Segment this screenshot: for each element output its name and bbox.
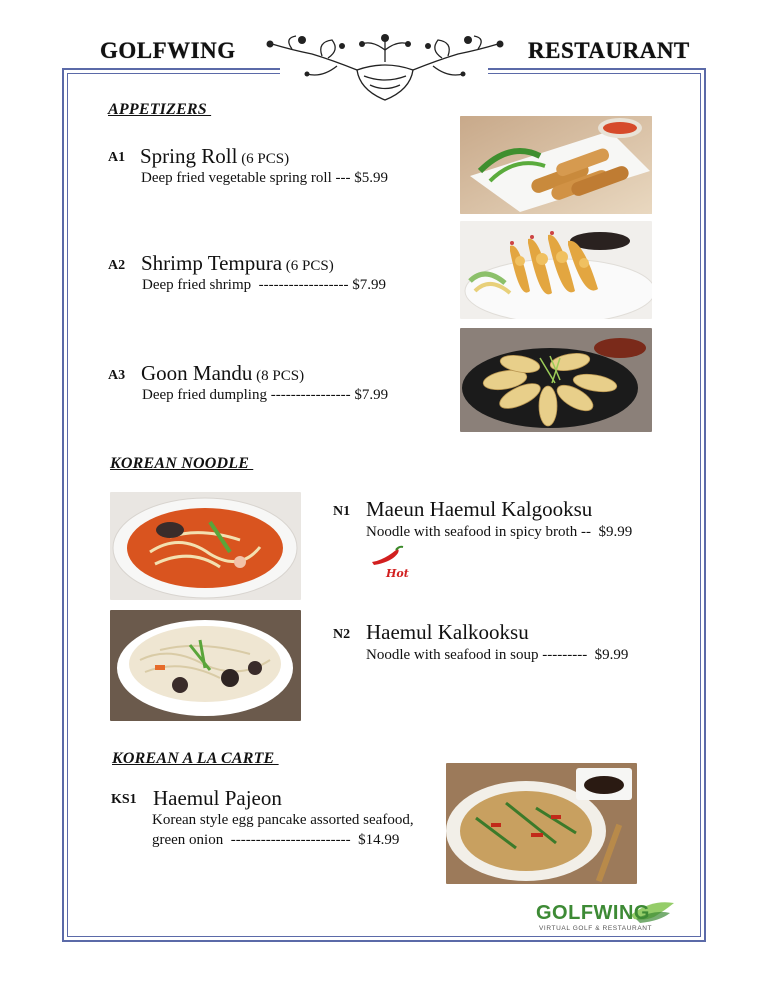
- item-desc: Noodle with seafood in soup --------- $9.99: [366, 647, 629, 663]
- item-qty: (8 PCS): [252, 368, 305, 384]
- item-code: KS1: [111, 792, 137, 807]
- hot-pepper-icon: [368, 544, 408, 568]
- item-qty: (6 PCS): [237, 151, 290, 167]
- haemul-pajeon-photo: [446, 763, 637, 884]
- item-name: [141, 251, 334, 276]
- section-title-appetizers: APPETIZERS: [108, 101, 212, 118]
- seafood-noodle-soup-photo: [110, 610, 301, 721]
- section-title-korean-a-la-carte: KOREAN A LA CARTE: [112, 750, 279, 767]
- item-desc: Noodle with seafood in spicy broth -- $9.99: [366, 524, 633, 540]
- item-name: Maeun Haemul Kalgooksu: [366, 497, 593, 521]
- item-name: [141, 361, 304, 386]
- header-right-title: RESTAURANT: [528, 38, 690, 63]
- item-name: Haemul Pajeon: [153, 786, 282, 810]
- item-name-text: Goon Mandu: [141, 361, 253, 385]
- spicy-seafood-noodle-photo: [110, 492, 301, 600]
- item-code: A3: [108, 368, 126, 383]
- shrimp-tempura-photo: [460, 221, 652, 319]
- item-name: Haemul Kalkooksu: [366, 620, 529, 644]
- spring-roll-photo: [460, 116, 652, 214]
- item-name-text: Spring Roll: [140, 144, 238, 168]
- goon-mandu-photo: [460, 328, 652, 432]
- item-code: A2: [108, 258, 126, 273]
- item-desc: Deep fried vegetable spring roll --- $5.99: [141, 170, 388, 186]
- item-desc: Deep fried dumpling ---------------- $7.99: [142, 387, 389, 403]
- item-qty: (6 PCS): [282, 258, 334, 274]
- item-desc-line1: Korean style egg pancake assorted seafood,: [152, 812, 414, 828]
- logo-wordmark: GOLFWING: [536, 902, 650, 924]
- item-name: [140, 144, 289, 169]
- floral-vase-ornament-icon: [262, 30, 508, 104]
- item-code: N2: [333, 627, 351, 642]
- item-code: N1: [333, 504, 351, 519]
- logo-tagline: VIRTUAL GOLF & RESTAURANT: [539, 925, 653, 932]
- hot-badge: Hot: [386, 567, 409, 580]
- item-desc: Deep fried shrimp ------------------ $7.99: [142, 277, 387, 293]
- item-name-text: Shrimp Tempura: [141, 251, 283, 275]
- section-title-korean-noodle: KOREAN NOODLE: [110, 455, 254, 472]
- header-left-title: GOLFWING: [100, 38, 236, 63]
- item-code: A1: [108, 150, 126, 165]
- item-desc-line2: green onion ------------------------ $14.99: [152, 832, 400, 848]
